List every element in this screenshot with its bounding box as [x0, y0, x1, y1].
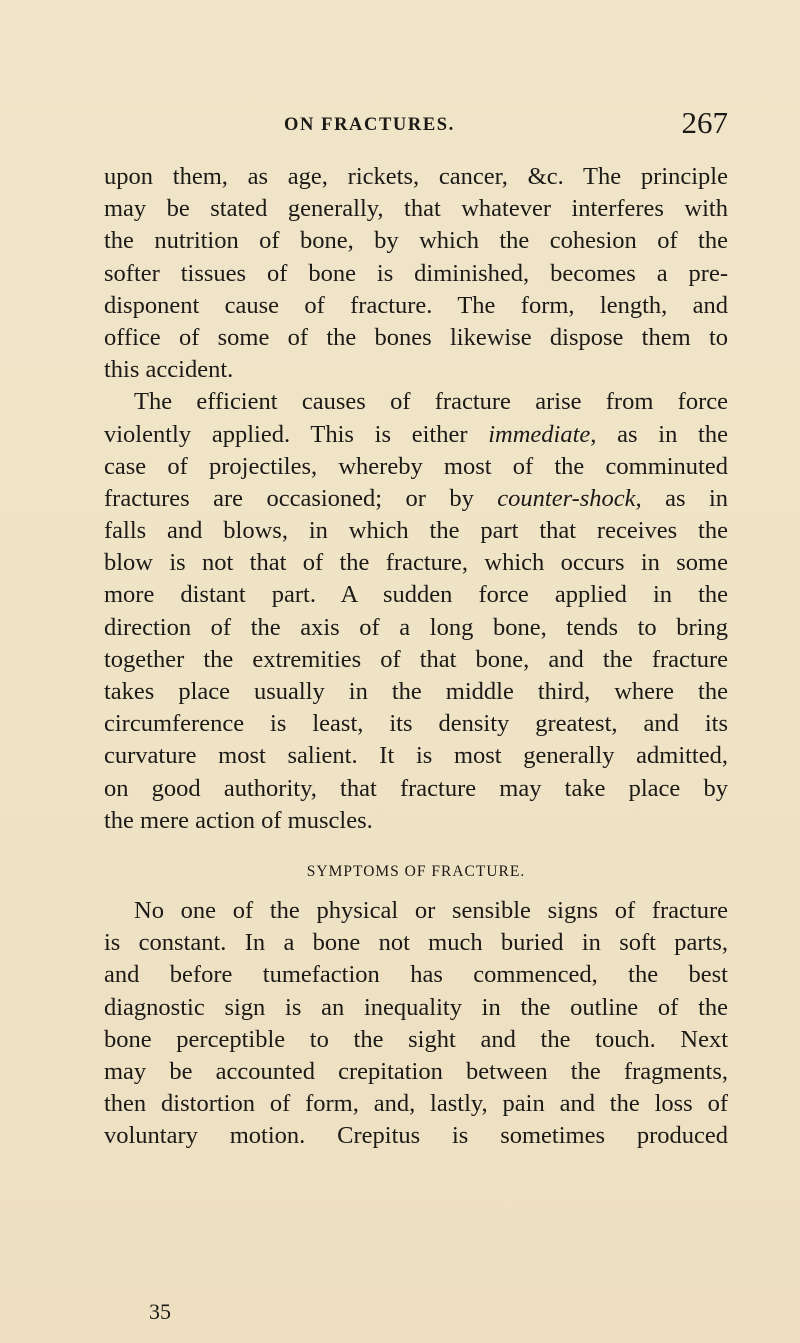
text-fragment: fractures are occasioned; or by [104, 484, 498, 512]
italic-term: counter-shock, [497, 484, 642, 512]
text-line: upon them, as age, rickets, cancer, &c. The principle [104, 163, 728, 190]
body-text [104, 161, 728, 1152]
text-line [104, 483, 728, 515]
text-line: office of some of the bones likewise dispose them to [104, 323, 728, 351]
text-line: the mere action of muscles. [104, 806, 373, 834]
text-line: voluntary motion. Crepitus is sometimes produced [104, 1122, 728, 1150]
running-head-title: ON FRACTURES. [284, 115, 455, 135]
italic-term: immediate, [488, 420, 597, 448]
text-line: may be stated generally, that whatever interferes with [104, 195, 728, 223]
text-line [104, 419, 728, 451]
text-line: more distant part. A sudden force applied in the [104, 581, 728, 609]
signature-mark: 35 [149, 1299, 171, 1324]
text-fragment: violently applied. This is either [104, 420, 489, 448]
text-line: softer tissues of bone is diminished, becomes a pre- [104, 259, 728, 287]
text-line: then distortion of form, and, lastly, pain and the loss of [104, 1090, 728, 1118]
text-line: and before tumefaction has commenced, the best [104, 961, 728, 989]
text-line: together the extremities of that bone, and the fracture [104, 645, 728, 673]
text-line: takes place usually in the middle third, where the [104, 678, 728, 705]
text-line: direction of the axis of a long bone, tends to bring [104, 613, 728, 641]
section-heading: SYMPTOMS OF FRACTURE. [306, 862, 526, 880]
text-line: on good authority, that fracture may take place by [104, 774, 728, 802]
text-line: The efficient causes of fracture arise from force [134, 388, 728, 416]
text-line: is constant. In a bone not much buried in soft parts, [104, 929, 728, 957]
text-fragment: as in the [596, 420, 728, 448]
text-line: circumference is least, its density greatest, and its [104, 710, 728, 738]
page-number: 267 [681, 105, 728, 140]
text-line: disponent cause of fracture. The form, length, and [104, 291, 728, 319]
text-line: the nutrition of bone, by which the cohesion of the [104, 227, 728, 255]
text-line: falls and blows, in which the part that receives the [104, 517, 728, 545]
text-line: may be accounted crepitation between the fragments, [104, 1057, 728, 1085]
text-line: curvature most salient. It is most generally admitted, [104, 742, 728, 770]
text-line: blow is not that of the fracture, which occurs in some [104, 549, 728, 577]
text-line: No one of the physical or sensible signs of fracture [134, 896, 728, 924]
text-fragment: as in [641, 484, 728, 512]
running-head [150, 105, 728, 151]
text-line: bone perceptible to the sight and the touch. Next [104, 1025, 728, 1053]
text-line: this accident. [104, 356, 234, 384]
text-line: case of projectiles, whereby most of the comminuted [104, 452, 728, 480]
text-line: diagnostic sign is an inequality in the outline of the [104, 993, 728, 1021]
